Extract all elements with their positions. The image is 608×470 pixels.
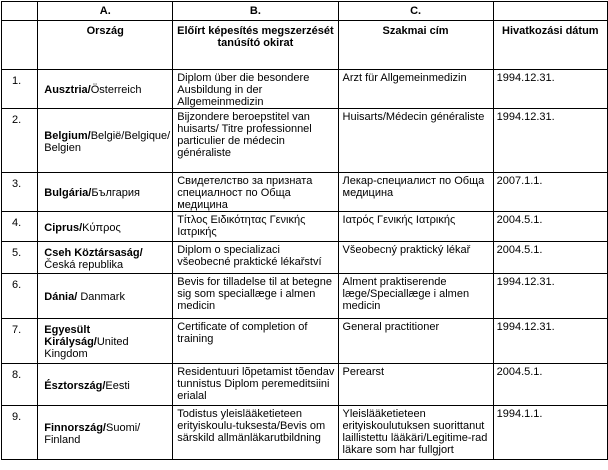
date-cell: 2004.5.1. <box>493 212 607 242</box>
column-letter-cell: C. <box>338 2 493 21</box>
country-cell <box>38 173 173 212</box>
document-cell: Todistus yleislääketieteen erityiskoulu-tuksesta/Bevis om särskild allmänläkarutbildning <box>173 406 338 460</box>
table-row <box>2 70 608 109</box>
country-name-native: United Kingdom <box>44 336 129 360</box>
country-cell <box>38 274 173 319</box>
table-row <box>2 212 608 242</box>
date-cell: 1994.12.31. <box>493 70 607 109</box>
column-header-date: Hivatkozási dátum <box>493 21 607 70</box>
country-name-native: България <box>91 187 140 199</box>
row-number: 6. <box>2 274 38 319</box>
title-cell: Všeobecný praktický lékař <box>338 242 493 274</box>
country-name-native: België/Belgique/ Belgien <box>44 129 171 154</box>
country-name-native: Κύπρος <box>82 221 121 234</box>
country-name-hu: Egyesült Királyság/ <box>44 324 97 348</box>
date-cell: 1994.1.1. <box>493 406 607 460</box>
country-cell <box>38 70 173 109</box>
row-number: 7. <box>2 319 38 364</box>
country-name-hu: Belgium/ <box>44 129 91 142</box>
row-number: 5. <box>2 242 38 274</box>
column-letter-cell <box>493 2 607 21</box>
column-header-title: Szakmai cím <box>338 21 493 70</box>
title-cell: General practitioner <box>338 319 493 364</box>
document-cell: Residentuuri lõpetamist tõendav tunnistus Diplom peremeditsiini erialal <box>173 364 338 406</box>
title-cell: Huisarts/Médecin généraliste <box>338 109 493 173</box>
row-number: 2. <box>2 109 38 173</box>
column-letter-cell: B. <box>173 2 338 21</box>
date-cell: 1994.12.31. <box>493 319 607 364</box>
date-cell: 1994.12.31. <box>493 274 607 319</box>
country-cell <box>38 319 173 364</box>
title-cell: Ιατρός Γενικής Ιατρικής <box>338 212 493 242</box>
country-name-native: Eesti <box>105 379 130 392</box>
row-number: 9. <box>2 406 38 460</box>
country-name-hu: Dánia/ <box>44 291 78 303</box>
date-cell: 2007.1.1. <box>493 173 607 212</box>
country-name-hu: Ausztria/ <box>44 84 91 96</box>
country-name-native: Österreich <box>90 84 142 96</box>
column-letter-row <box>2 2 608 21</box>
country-cell <box>38 406 173 460</box>
country-name-hu: Bulgária/ <box>44 187 92 199</box>
table-row <box>2 109 608 173</box>
column-header-country: Ország <box>38 21 173 70</box>
country-name-hu: Ciprus/ <box>44 221 83 234</box>
country-name-hu: Észtország/ <box>44 379 106 392</box>
column-header-document: Előírt képesítés megszerzését tanúsító okirat <box>173 21 338 70</box>
country-name-hu: Cseh Köztársaság/ <box>44 246 143 259</box>
row-number: 4. <box>2 212 38 242</box>
document-cell: Bijzondere beroepstitel van huisarts/ Titre professionnel particulier de médecin généraliste <box>173 109 338 173</box>
document-cell: Τίτλος Ειδικότητας Γενικής Ιατρικής <box>173 212 338 242</box>
country-cell <box>38 242 173 274</box>
row-number: 1. <box>2 70 38 109</box>
table-row <box>2 364 608 406</box>
date-cell: 2004.5.1. <box>493 364 607 406</box>
country-cell <box>38 109 173 173</box>
date-cell: 1994.12.31. <box>493 109 607 173</box>
date-cell: 2004.5.1. <box>493 242 607 274</box>
country-name-native: Suomi/ Finland <box>44 421 141 446</box>
title-cell: Лекар-специалист по Обща медицина <box>338 173 493 212</box>
document-cell: Bevis for tilladelse til at betegne sig som speciallæge i almen medicin <box>173 274 338 319</box>
title-cell: Arzt für Allgemeinmedizin <box>338 70 493 109</box>
table-row <box>2 274 608 319</box>
country-name-hu: Finnország/ <box>44 421 106 434</box>
column-letter-cell: A. <box>38 2 173 21</box>
qualification-table <box>1 1 608 460</box>
title-cell: Perearst <box>338 364 493 406</box>
table-row <box>2 406 608 460</box>
document-cell: Свидетелство за призната специалност по Обща медицина <box>173 173 338 212</box>
country-cell <box>38 212 173 242</box>
row-number: 8. <box>2 364 38 406</box>
title-cell: Alment praktiserende læge/Speciallæge i almen medicin <box>338 274 493 319</box>
title-cell: Yleislääketieteen erityiskoulutuksen suorittanut laillistettu lääkäri/Legitime-rad läkare som har fullgjort <box>338 406 493 460</box>
country-name-native: Česká republika <box>44 258 124 271</box>
table-row <box>2 319 608 364</box>
document-cell: Diplom o specializaci všeobecné praktické lékařství <box>173 242 338 274</box>
column-header-cell <box>2 21 38 70</box>
country-name-native: Danmark <box>77 291 125 303</box>
column-header-row <box>2 21 608 70</box>
column-letter-cell <box>2 2 38 21</box>
document-cell: Certificate of completion of training <box>173 319 338 364</box>
table-row <box>2 242 608 274</box>
country-cell <box>38 364 173 406</box>
document-cell: Diplom über die besondere Ausbildung in der Allgemeinmedizin <box>173 70 338 109</box>
table-row <box>2 173 608 212</box>
row-number: 3. <box>2 173 38 212</box>
